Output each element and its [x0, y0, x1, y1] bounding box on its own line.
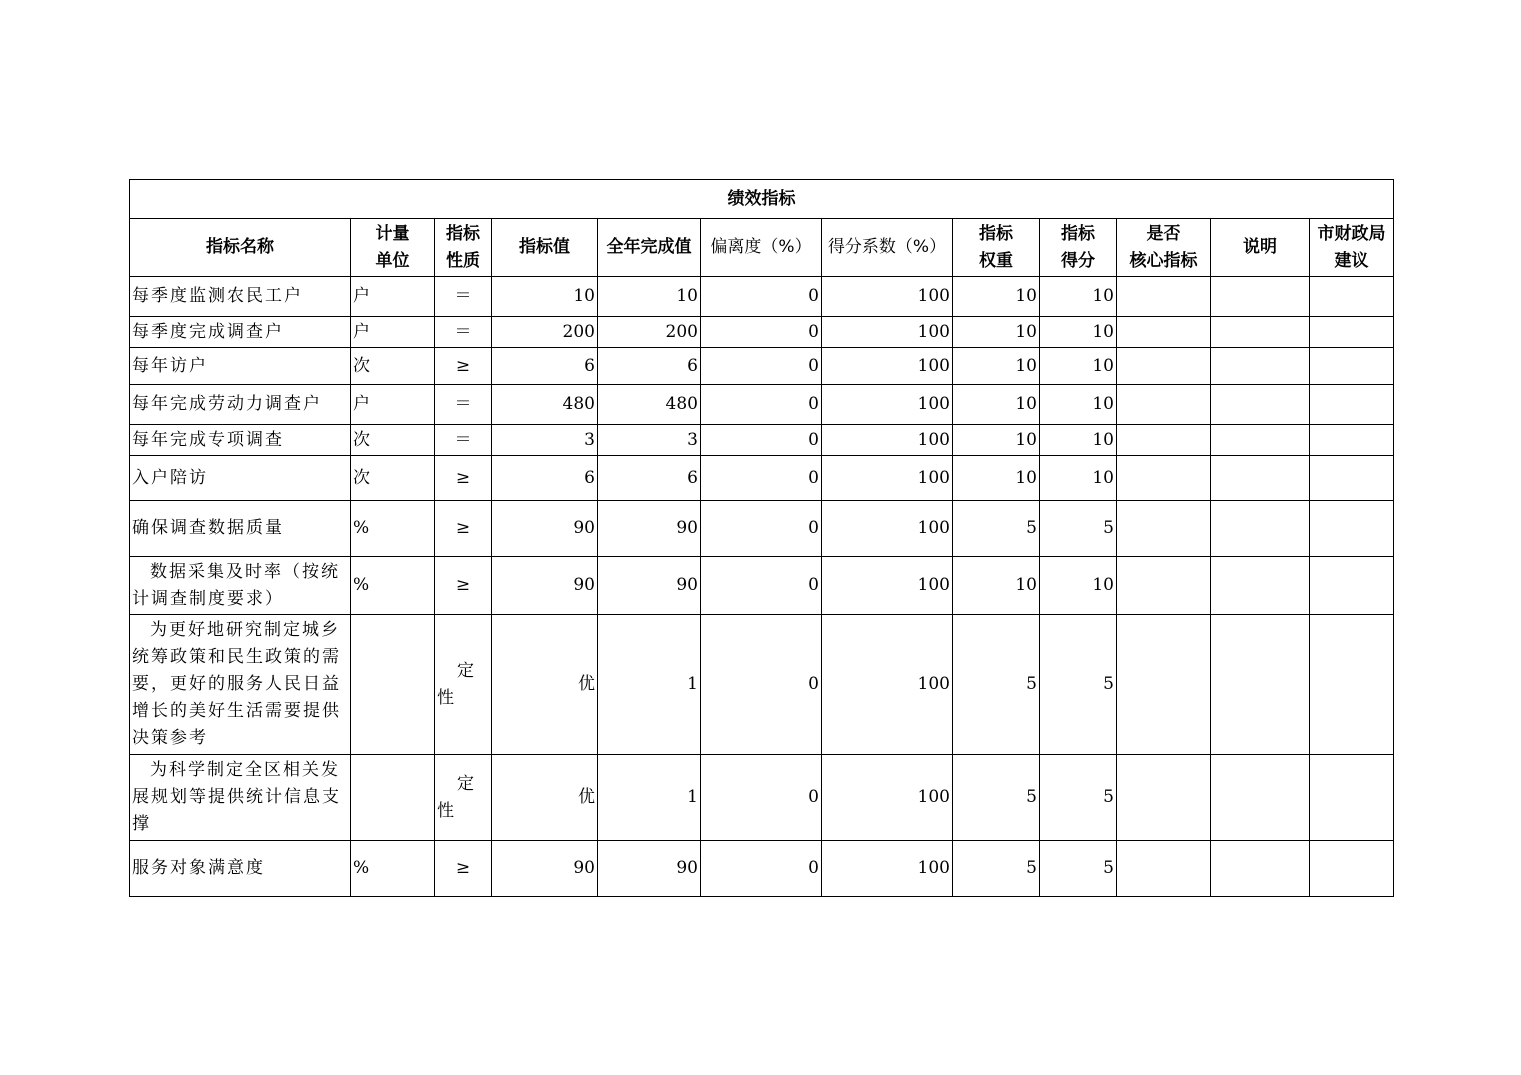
deviation-cell: 0 [701, 277, 822, 317]
actual-value-cell: 1 [598, 615, 701, 755]
nature-text-part: 定 [457, 773, 474, 794]
deviation-cell: 0 [701, 385, 822, 425]
weight-cell: 10 [953, 425, 1040, 456]
actual-value-cell: 90 [598, 501, 701, 557]
suggestion-cell [1310, 557, 1394, 615]
target-value-cell: 10 [492, 277, 598, 317]
unit-cell: 户 [351, 277, 435, 317]
unit-cell: % [351, 841, 435, 897]
table-row [130, 841, 1394, 897]
note-cell [1211, 456, 1310, 501]
core-indicator-cell [1117, 425, 1211, 456]
weight-cell: 5 [953, 615, 1040, 755]
table-title: 绩效指标 [130, 180, 1394, 219]
coefficient-cell: 100 [822, 425, 953, 456]
target-value-cell: 优 [492, 615, 598, 755]
nature-text-part: 性 [437, 800, 454, 821]
unit-cell: 次 [351, 425, 435, 456]
title-row [130, 180, 1394, 219]
nature-text-part: 性 [437, 687, 454, 708]
coefficient-cell: 100 [822, 348, 953, 385]
header-unit: 计量 单位 [351, 219, 435, 277]
nature-cell: ＝ [435, 277, 492, 317]
core-indicator-cell [1117, 501, 1211, 557]
unit-cell: 次 [351, 348, 435, 385]
table-row [130, 277, 1394, 317]
header-deviation: 偏离度（%） [701, 219, 822, 277]
target-value-cell: 6 [492, 348, 598, 385]
weight-cell: 5 [953, 841, 1040, 897]
table-row [130, 456, 1394, 501]
weight-cell: 10 [953, 348, 1040, 385]
actual-value-cell: 6 [598, 348, 701, 385]
suggestion-cell [1310, 501, 1394, 557]
indicator-name-cell: 每年完成专项调查 [130, 425, 351, 456]
score-cell: 10 [1040, 557, 1117, 615]
actual-value-cell: 90 [598, 841, 701, 897]
unit-cell: 户 [351, 317, 435, 348]
header-score-coefficient: 得分系数（%） [822, 219, 953, 277]
coefficient-cell: 100 [822, 456, 953, 501]
note-cell [1211, 317, 1310, 348]
table-row [130, 385, 1394, 425]
suggestion-cell [1310, 277, 1394, 317]
table-row [130, 425, 1394, 456]
target-value-cell: 480 [492, 385, 598, 425]
deviation-cell: 0 [701, 348, 822, 385]
header-weight: 指标 权重 [953, 219, 1040, 277]
indicator-name-cell: 入户陪访 [130, 456, 351, 501]
table-row [130, 348, 1394, 385]
actual-value-cell: 10 [598, 277, 701, 317]
note-cell [1211, 841, 1310, 897]
table-row [130, 557, 1394, 615]
target-value-cell: 3 [492, 425, 598, 456]
unit-cell [351, 755, 435, 841]
header-row [130, 219, 1394, 277]
unit-cell: % [351, 557, 435, 615]
indicator-name-cell: 每年访户 [130, 348, 351, 385]
table-row [130, 501, 1394, 557]
note-cell [1211, 277, 1310, 317]
coefficient-cell: 100 [822, 317, 953, 348]
suggestion-cell [1310, 755, 1394, 841]
nature-cell: ≥ [435, 501, 492, 557]
target-value-cell: 90 [492, 501, 598, 557]
table-row [130, 755, 1394, 841]
header-finance-suggestion: 市财政局 建议 [1310, 219, 1394, 277]
header-indicator-name: 指标名称 [130, 219, 351, 277]
target-value-cell: 90 [492, 557, 598, 615]
actual-value-cell: 3 [598, 425, 701, 456]
note-cell [1211, 425, 1310, 456]
target-value-cell: 6 [492, 456, 598, 501]
coefficient-cell: 100 [822, 277, 953, 317]
coefficient-cell: 100 [822, 501, 953, 557]
deviation-cell: 0 [701, 841, 822, 897]
performance-indicators-table [129, 179, 1394, 897]
actual-value-cell: 1 [598, 755, 701, 841]
nature-cell: ≥ [435, 348, 492, 385]
score-cell: 5 [1040, 755, 1117, 841]
weight-cell: 5 [953, 755, 1040, 841]
suggestion-cell [1310, 317, 1394, 348]
indicator-name-cell: 确保调查数据质量 [130, 501, 351, 557]
core-indicator-cell [1117, 348, 1211, 385]
header-nature: 指标 性质 [435, 219, 492, 277]
suggestion-cell [1310, 841, 1394, 897]
score-cell: 10 [1040, 385, 1117, 425]
score-cell: 10 [1040, 277, 1117, 317]
nature-cell: ＝ [435, 385, 492, 425]
coefficient-cell: 100 [822, 385, 953, 425]
core-indicator-cell [1117, 277, 1211, 317]
nature-cell: ≥ [435, 557, 492, 615]
deviation-cell: 0 [701, 615, 822, 755]
header-core-indicator: 是否 核心指标 [1117, 219, 1211, 277]
weight-cell: 10 [953, 277, 1040, 317]
actual-value-cell: 90 [598, 557, 701, 615]
target-value-cell: 200 [492, 317, 598, 348]
indicator-name-cell: 每季度完成调查户 [130, 317, 351, 348]
deviation-cell: 0 [701, 425, 822, 456]
core-indicator-cell [1117, 456, 1211, 501]
unit-cell: % [351, 501, 435, 557]
coefficient-cell: 100 [822, 841, 953, 897]
note-cell [1211, 348, 1310, 385]
nature-cell: ＝ [435, 425, 492, 456]
score-cell: 5 [1040, 615, 1117, 755]
deviation-cell: 0 [701, 557, 822, 615]
indicator-name-cell: 服务对象满意度 [130, 841, 351, 897]
score-cell: 5 [1040, 841, 1117, 897]
indicator-name-cell: 数据采集及时率（按统计调查制度要求） [130, 557, 351, 615]
header-note: 说明 [1211, 219, 1310, 277]
weight-cell: 5 [953, 501, 1040, 557]
core-indicator-cell [1117, 385, 1211, 425]
note-cell [1211, 755, 1310, 841]
core-indicator-cell [1117, 317, 1211, 348]
score-cell: 10 [1040, 425, 1117, 456]
suggestion-cell [1310, 348, 1394, 385]
table-row [130, 317, 1394, 348]
target-value-cell: 90 [492, 841, 598, 897]
deviation-cell: 0 [701, 317, 822, 348]
deviation-cell: 0 [701, 755, 822, 841]
weight-cell: 10 [953, 456, 1040, 501]
score-cell: 5 [1040, 501, 1117, 557]
nature-cell: ≥ [435, 841, 492, 897]
indicator-name-cell: 每季度监测农民工户 [130, 277, 351, 317]
actual-value-cell: 480 [598, 385, 701, 425]
core-indicator-cell [1117, 841, 1211, 897]
unit-cell: 次 [351, 456, 435, 501]
target-value-cell: 优 [492, 755, 598, 841]
core-indicator-cell [1117, 615, 1211, 755]
suggestion-cell [1310, 385, 1394, 425]
nature-cell [435, 755, 492, 841]
deviation-cell: 0 [701, 501, 822, 557]
coefficient-cell: 100 [822, 755, 953, 841]
coefficient-cell: 100 [822, 615, 953, 755]
indicator-name-cell: 为更好地研究制定城乡统筹政策和民生政策的需要，更好的服务人民日益增长的美好生活需要提供决策参考 [130, 615, 351, 755]
core-indicator-cell [1117, 755, 1211, 841]
table-row [130, 615, 1394, 755]
suggestion-cell [1310, 615, 1394, 755]
suggestion-cell [1310, 425, 1394, 456]
nature-cell [435, 615, 492, 755]
actual-value-cell: 6 [598, 456, 701, 501]
weight-cell: 10 [953, 557, 1040, 615]
header-score: 指标 得分 [1040, 219, 1117, 277]
note-cell [1211, 501, 1310, 557]
score-cell: 10 [1040, 348, 1117, 385]
unit-cell: 户 [351, 385, 435, 425]
header-actual-value: 全年完成值 [598, 219, 701, 277]
score-cell: 10 [1040, 317, 1117, 348]
coefficient-cell: 100 [822, 557, 953, 615]
core-indicator-cell [1117, 557, 1211, 615]
header-target-value: 指标值 [492, 219, 598, 277]
score-cell: 10 [1040, 456, 1117, 501]
note-cell [1211, 557, 1310, 615]
deviation-cell: 0 [701, 456, 822, 501]
indicator-name-cell: 为科学制定全区相关发展规划等提供统计信息支撑 [130, 755, 351, 841]
nature-text-part: 定 [457, 660, 474, 681]
indicator-name-cell: 每年完成劳动力调查户 [130, 385, 351, 425]
nature-cell: ＝ [435, 317, 492, 348]
unit-cell [351, 615, 435, 755]
nature-cell: ≥ [435, 456, 492, 501]
suggestion-cell [1310, 456, 1394, 501]
actual-value-cell: 200 [598, 317, 701, 348]
note-cell [1211, 615, 1310, 755]
weight-cell: 10 [953, 385, 1040, 425]
note-cell [1211, 385, 1310, 425]
weight-cell: 10 [953, 317, 1040, 348]
